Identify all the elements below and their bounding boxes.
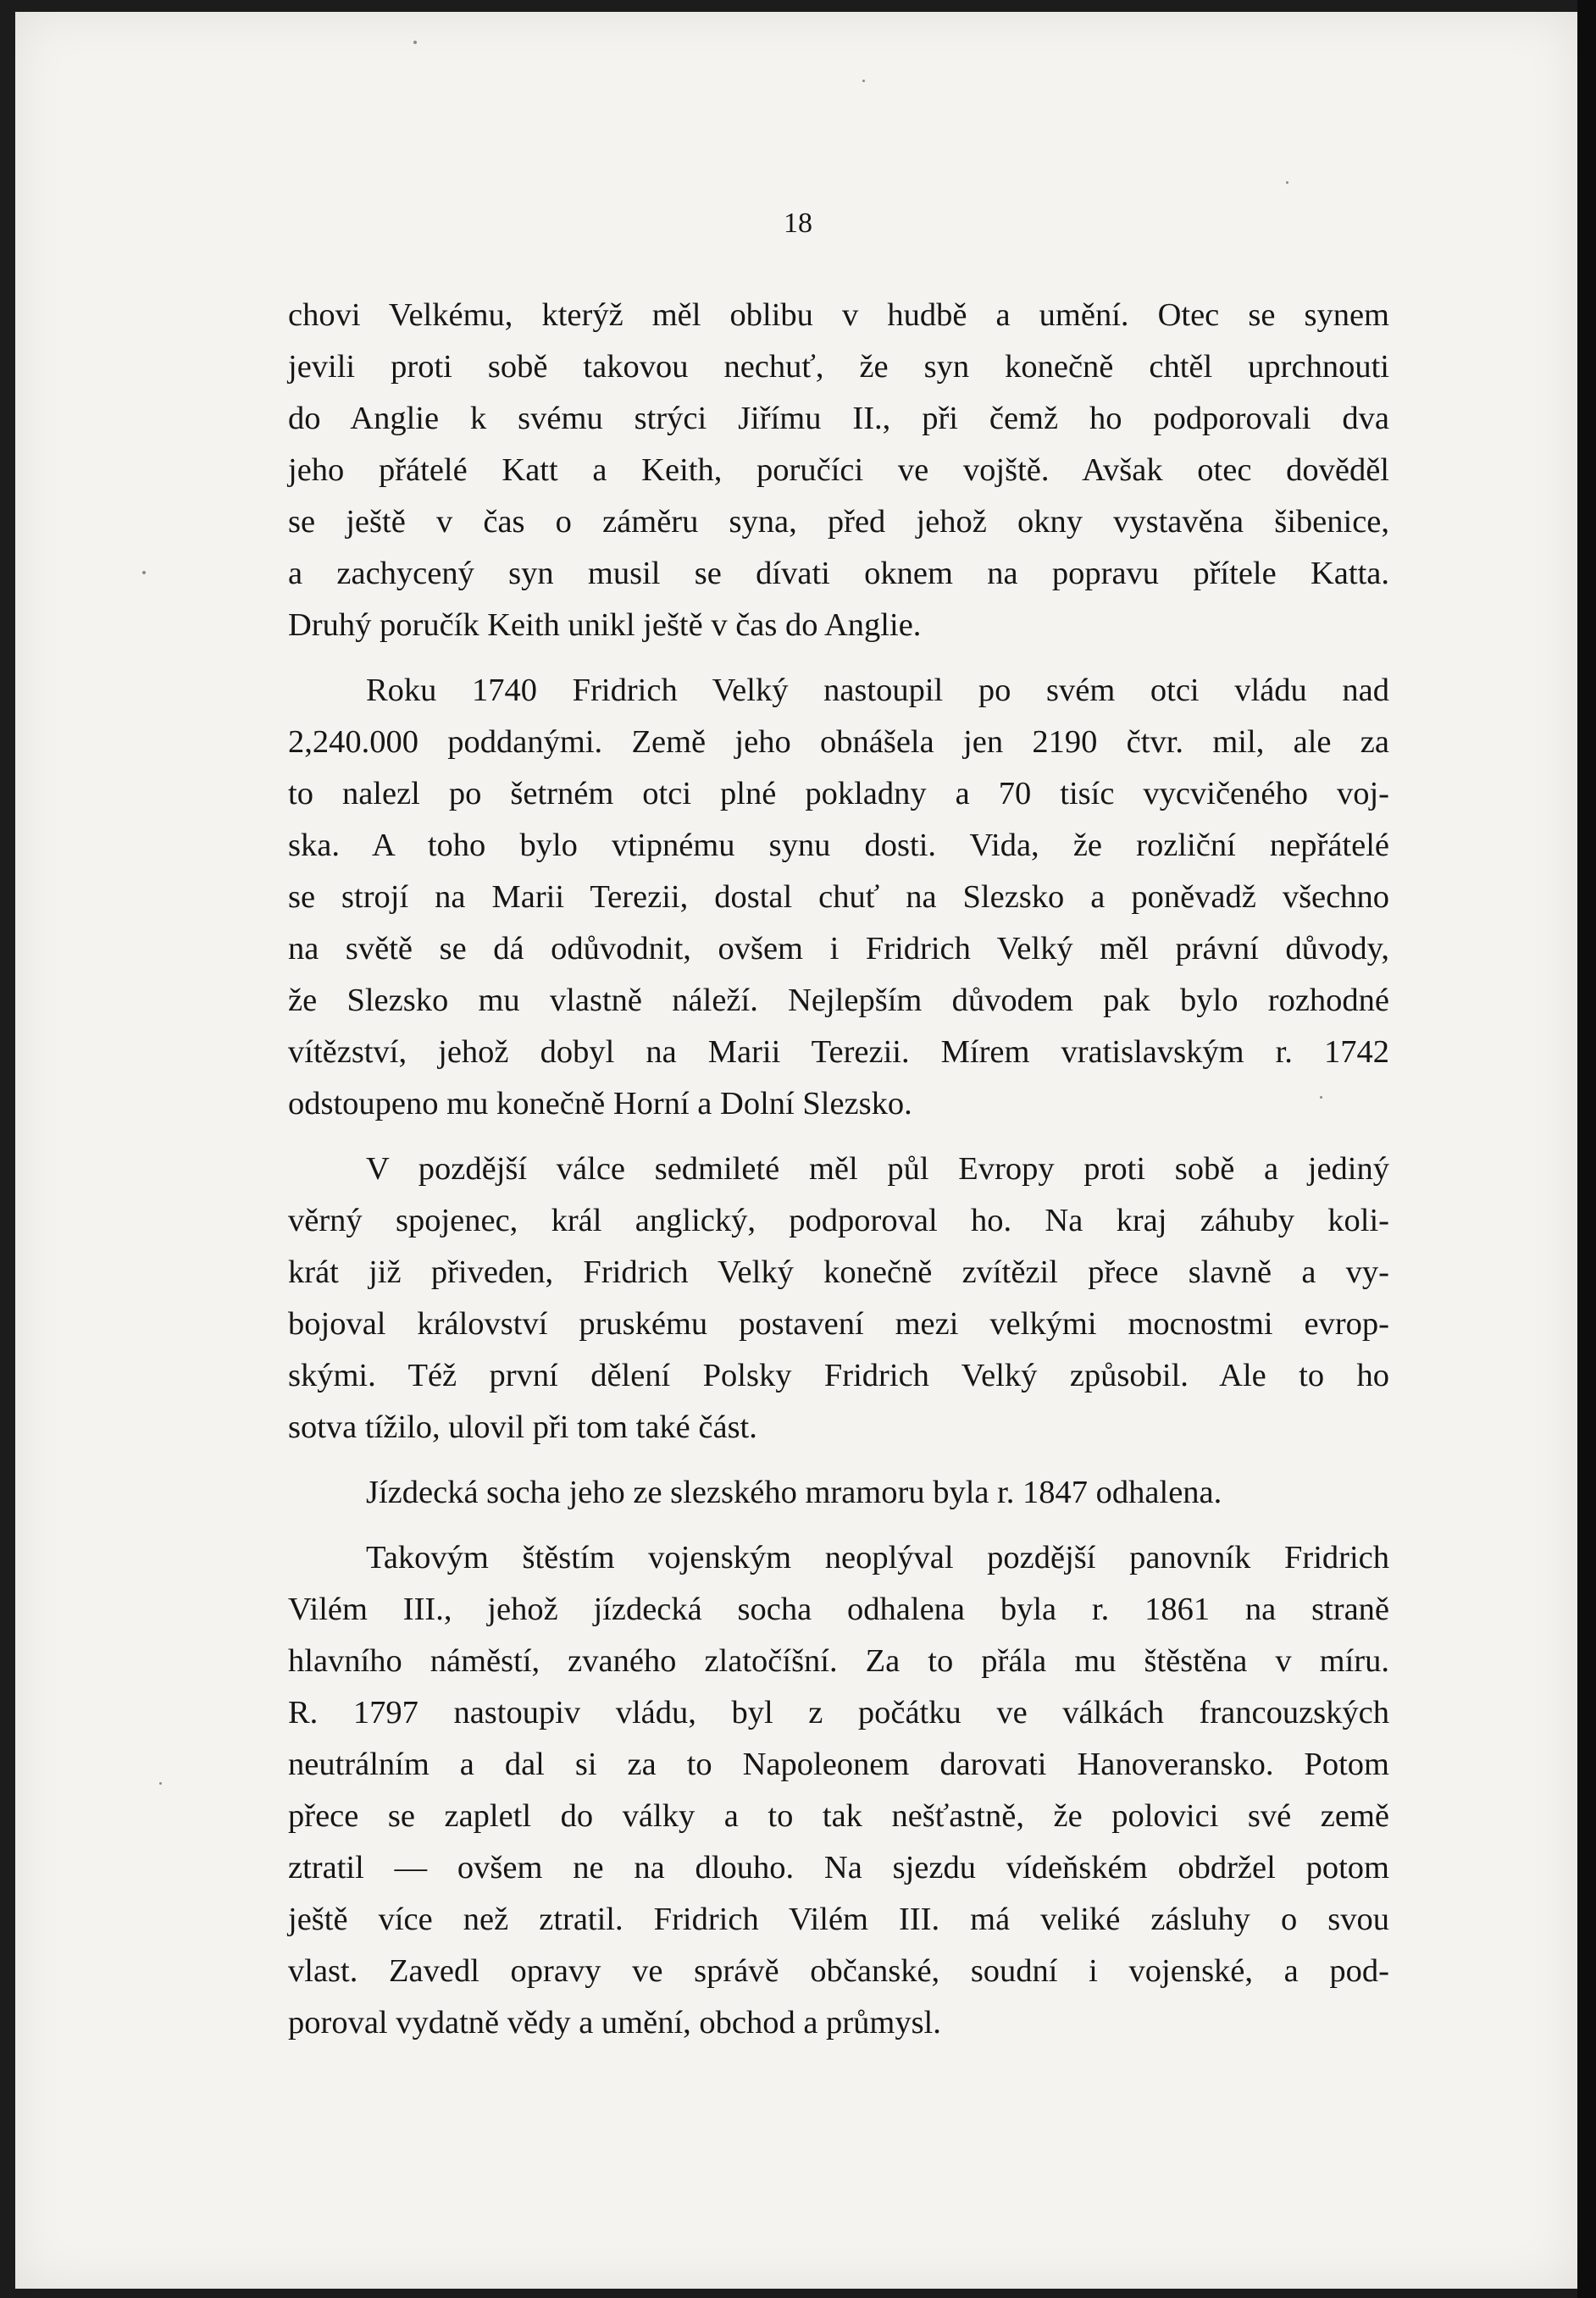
paragraph (288, 1467, 1389, 1519)
paragraph (288, 665, 1389, 1130)
text-line: ska. A toho bylo vtipnému synu dosti. Vida, že rozliční nepřátelé (288, 828, 1389, 863)
text-line: jevili proti sobě takovou nechuť, že syn konečně chtěl uprchnouti (288, 349, 1389, 385)
text-line: ztratil — ovšem ne na dlouho. Na sjezdu vídeňském obdržel potom (288, 1850, 1389, 1885)
text-line: neutrálním a dal si za to Napoleonem darovati Hanoveransko. Potom (288, 1747, 1389, 1782)
text-line: a zachycený syn musil se dívati oknem na popravu přítele Katta. (288, 556, 1389, 591)
text-line: Takovým štěstím vojenským neoplýval pozdější panovník Fridrich (366, 1540, 1389, 1575)
text-line: R. 1797 nastoupiv vládu, byl z počátku ve válkách francouzských (288, 1695, 1389, 1730)
text-line: 2,240.000 poddanými. Země jeho obnášela jen 2190 čtvr. mil, ale za (288, 724, 1389, 760)
paragraph (288, 290, 1389, 651)
text-line: se strojí na Marii Terezii, dostal chuť na Slezsko a poněvadž všechno (288, 879, 1389, 915)
scan-right-edge (1577, 0, 1596, 2298)
text-line: věrný spojenec, král anglický, podporoval ho. Na kraj záhuby koli- (288, 1203, 1389, 1238)
paper-speck (862, 80, 865, 82)
text-line: se ještě v čas o záměru syna, před jehož okny vystavěna šibenice, (288, 504, 1389, 540)
text-line: přece se zapletl do války a to tak nešťastně, že polovici své země (288, 1798, 1389, 1834)
text-line: bojoval království pruskému postavení mezi velkými mocnostmi evrop- (288, 1306, 1389, 1342)
text-line: krát již přiveden, Fridrich Velký konečně zvítězil přece slavně a vy- (288, 1254, 1389, 1290)
paper-speck (413, 41, 417, 44)
paragraph (288, 1532, 1389, 2049)
text-line: ještě více než ztratil. Fridrich Vilém III. má veliké zásluhy o svou (288, 1902, 1389, 1937)
text-line: do Anglie k svému strýci Jiřímu II., při čemž ho podporovali dva (288, 401, 1389, 436)
paper-speck (159, 1782, 162, 1785)
body-text (288, 290, 1389, 2063)
text-line: to nalezl po šetrném otci plné pokladny a 70 tisíc vycvičeného voj- (288, 776, 1389, 811)
text-line: odstoupeno mu konečně Horní a Dolní Slezsko. (288, 1086, 912, 1121)
text-line: Vilém III., jehož jízdecká socha odhalena byla r. 1861 na straně (288, 1592, 1389, 1627)
text-line: hlavního náměstí, zvaného zlatočíšní. Za to přála mu štěstěna v míru. (288, 1643, 1389, 1679)
text-line: vítězství, jehož dobyl na Marii Terezii. Mírem vratislavským r. 1742 (288, 1034, 1389, 1070)
text-line: skými. Též první dělení Polsky Fridrich Velký způsobil. Ale to ho (288, 1358, 1389, 1393)
text-line: Druhý poručík Keith unikl ještě v čas do Anglie. (288, 607, 922, 643)
text-line: vlast. Zavedl opravy ve správě občanské, soudní i vojenské, a pod- (288, 1953, 1389, 1989)
text-line: Jízdecká socha jeho ze slezského mramoru byla r. 1847 odhalena. (366, 1475, 1222, 1510)
text-line: na světě se dá odůvodnit, ovšem i Fridrich Velký měl právní důvody, (288, 931, 1389, 966)
paper-speck (1286, 181, 1288, 184)
text-line: sotva tížilo, ulovil při tom také část. (288, 1409, 757, 1445)
text-line: že Slezsko mu vlastně náleží. Nejlepším důvodem pak bylo rozhodné (288, 983, 1389, 1018)
text-line: poroval vydatně vědy a umění, obchod a průmysl. (288, 2005, 941, 2041)
text-line: chovi Velkému, kterýž měl oblibu v hudbě a umění. Otec se synem (288, 297, 1389, 333)
page-number: 18 (784, 208, 812, 239)
text-line: jeho přátelé Katt a Keith, poručíci ve vojště. Avšak otec dověděl (288, 452, 1389, 488)
text-line: V pozdější válce sedmileté měl půl Evropy proti sobě a jediný (366, 1151, 1389, 1187)
paragraph (288, 1143, 1389, 1454)
paper-speck (142, 571, 146, 574)
text-line: Roku 1740 Fridrich Velký nastoupil po svém otci vládu nad (366, 673, 1389, 708)
